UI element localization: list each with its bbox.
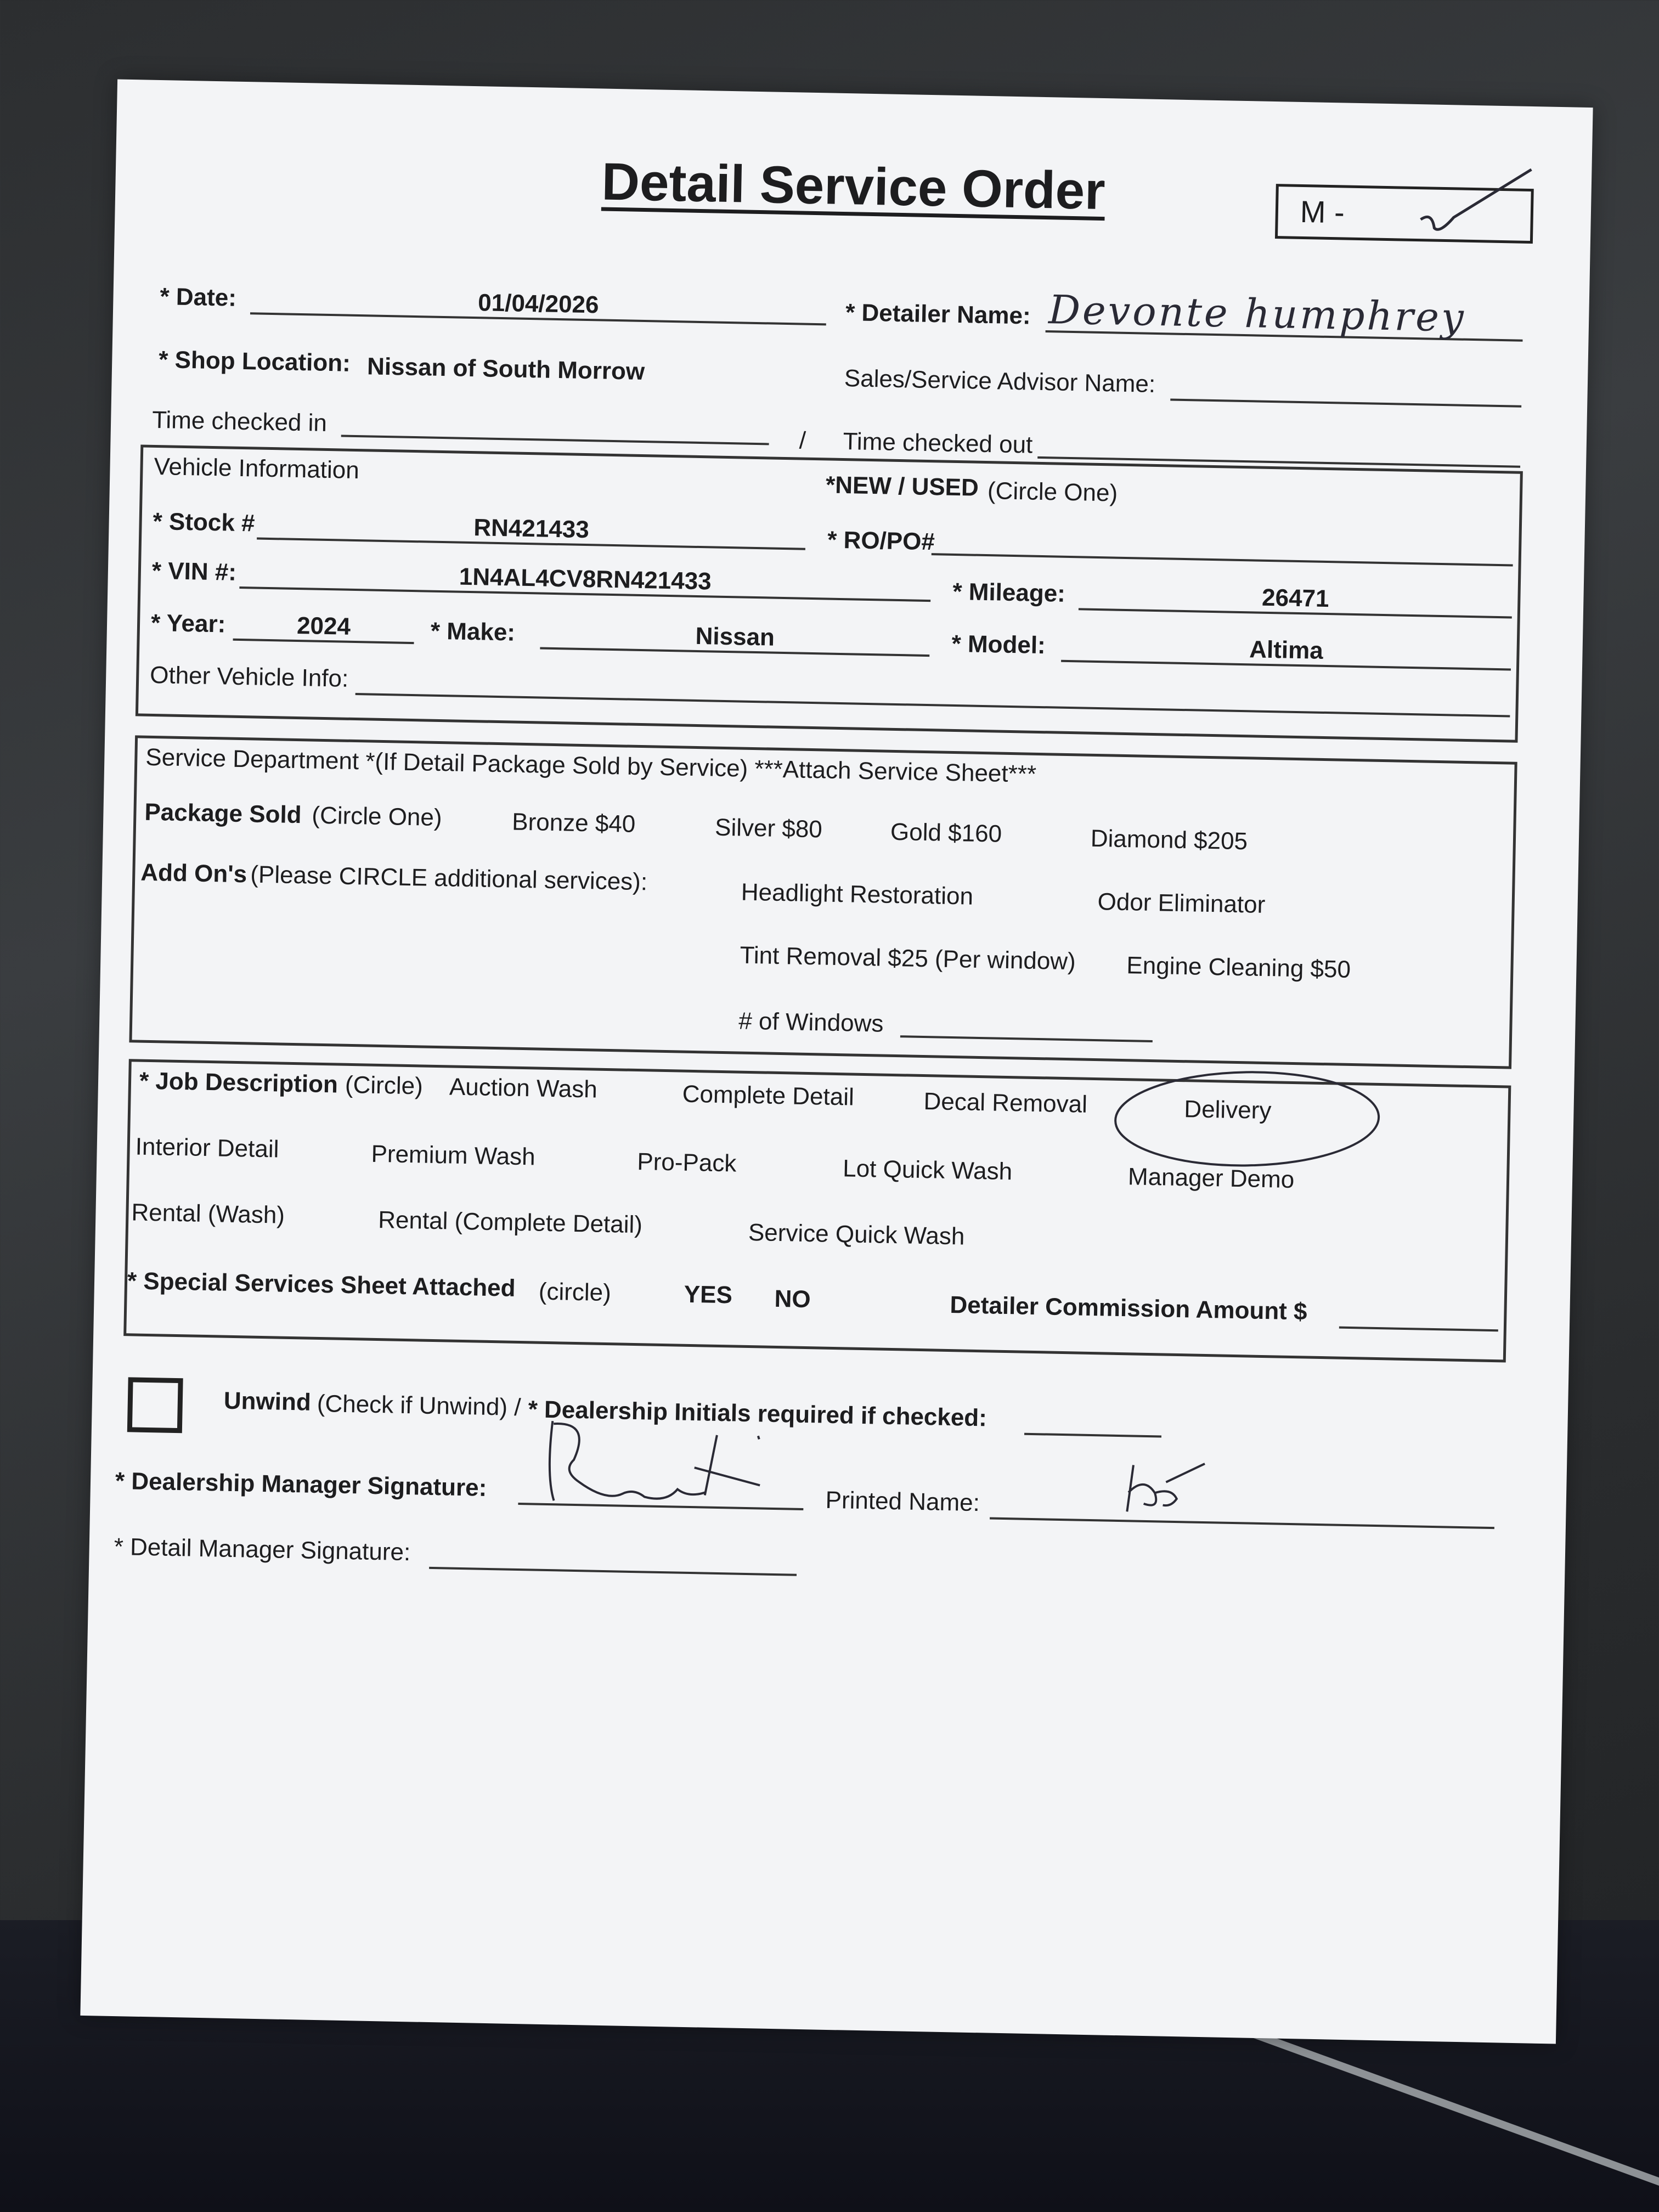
printed-name-initials-mark — [1121, 1459, 1210, 1521]
addons-hint: (Please CIRCLE additional services): — [250, 861, 648, 896]
vin-label: * VIN #: — [151, 557, 237, 586]
shop-location-label: * Shop Location: — [158, 346, 351, 377]
printed-name-label: Printed Name: — [825, 1486, 980, 1517]
special-services-label: * Special Services Sheet Attached — [127, 1267, 516, 1302]
job-service-quick-wash[interactable]: Service Quick Wash — [748, 1218, 965, 1250]
new-used-hint: (Circle One) — [987, 477, 1118, 507]
detail-manager-signature-field[interactable] — [429, 1567, 797, 1576]
windows-label: # of Windows — [738, 1007, 884, 1037]
addon-headlight-restoration[interactable]: Headlight Restoration — [741, 878, 974, 910]
service-order-sheet — [80, 80, 1593, 2044]
mileage-field[interactable]: 26471 — [1261, 584, 1329, 613]
time-in-field[interactable] — [341, 435, 769, 445]
special-services-no[interactable]: NO — [774, 1285, 811, 1313]
job-description-hint: (Circle) — [345, 1071, 424, 1100]
job-complete-detail[interactable]: Complete Detail — [682, 1080, 855, 1111]
initials-label: * Dealership Initials required if checked: — [528, 1396, 988, 1432]
package-sold-label: Package Sold — [144, 798, 302, 829]
checkmark-icon — [1415, 156, 1543, 241]
job-delivery[interactable]: Delivery — [1183, 1096, 1272, 1125]
package-bronze[interactable]: Bronze $40 — [511, 808, 636, 838]
year-label: * Year: — [150, 609, 226, 638]
special-services-yes[interactable]: YES — [684, 1280, 733, 1309]
model-label: * Model: — [951, 630, 1046, 659]
stock-label: * Stock # — [153, 507, 255, 537]
service-dept-header: Service Department *(If Detail Package Sold by Service) ***Attach Service Sheet*** — [145, 743, 1037, 788]
make-label: * Make: — [430, 617, 516, 646]
year-field[interactable]: 2024 — [296, 612, 351, 640]
commission-label: Detailer Commission Amount $ — [950, 1291, 1308, 1325]
time-separator: / — [799, 427, 806, 454]
job-description-label: * Job Description — [139, 1067, 338, 1098]
package-silver[interactable]: Silver $80 — [714, 814, 823, 843]
delivery-circle-mark — [1103, 1061, 1391, 1176]
job-auction-wash[interactable]: Auction Wash — [449, 1073, 598, 1103]
advisor-name-field[interactable] — [1170, 398, 1521, 407]
date-field[interactable]: 01/04/2026 — [477, 289, 599, 319]
m-number-box[interactable] — [1275, 184, 1534, 244]
job-rental-complete-detail[interactable]: Rental (Complete Detail) — [377, 1206, 643, 1239]
vehicle-info-label: Vehicle Information — [154, 453, 360, 484]
addon-tint-removal[interactable]: Tint Removal $25 (Per window) — [740, 941, 1076, 975]
manager-signature-label: * Dealership Manager Signature: — [115, 1467, 487, 1502]
special-services-hint: (circle) — [538, 1278, 612, 1307]
time-out-label: Time checked out — [843, 428, 1033, 459]
initials-field[interactable] — [1024, 1433, 1161, 1438]
unwind-hint: (Check if Unwind) / — [317, 1390, 521, 1421]
other-vehicle-info-label: Other Vehicle Info: — [149, 661, 349, 692]
unwind-label: Unwind — [223, 1387, 312, 1416]
mileage-label: * Mileage: — [952, 578, 1066, 607]
vin-field[interactable]: 1N4AL4CV8RN421433 — [459, 563, 712, 595]
detailer-name-field[interactable]: Devonte humphrey — [1048, 286, 1466, 341]
manager-signature-mark[interactable] — [540, 1410, 772, 1513]
addons-label: Add On's — [140, 859, 247, 888]
m-label: M - — [1300, 194, 1345, 230]
unwind-checkbox[interactable] — [127, 1377, 183, 1433]
package-gold[interactable]: Gold $160 — [890, 818, 1002, 848]
stock-field[interactable]: RN421433 — [473, 514, 590, 544]
time-in-label: Time checked in — [151, 406, 328, 437]
new-used-label[interactable]: *NEW / USED — [825, 471, 979, 501]
model-field[interactable]: Altima — [1249, 636, 1324, 664]
ro-po-label: * RO/PO# — [827, 526, 935, 556]
job-rental-wash[interactable]: Rental (Wash) — [131, 1199, 285, 1229]
addon-engine-cleaning[interactable]: Engine Cleaning $50 — [1126, 952, 1351, 983]
job-premium-wash[interactable]: Premium Wash — [371, 1140, 536, 1171]
job-pro-pack[interactable]: Pro-Pack — [636, 1148, 737, 1177]
addon-odor-eliminator[interactable]: Odor Eliminator — [1097, 888, 1266, 918]
job-manager-demo[interactable]: Manager Demo — [1127, 1163, 1295, 1194]
make-field[interactable]: Nissan — [695, 622, 775, 651]
printed-name-line[interactable] — [990, 1517, 1494, 1530]
detailer-name-label: * Detailer Name: — [845, 299, 1031, 330]
form-title: Detail Service Order — [601, 152, 1106, 221]
package-diamond[interactable]: Diamond $205 — [1090, 825, 1248, 855]
date-label: * Date: — [160, 283, 237, 312]
job-lot-quick-wash[interactable]: Lot Quick Wash — [842, 1155, 1013, 1186]
job-decal-removal[interactable]: Decal Removal — [923, 1088, 1088, 1118]
detail-manager-signature-label: * Detail Manager Signature: — [114, 1533, 411, 1566]
advisor-name-label: Sales/Service Advisor Name: — [844, 365, 1156, 398]
package-sold-hint: (Circle One) — [311, 802, 443, 832]
shop-location-field[interactable]: Nissan of South Morrow — [366, 353, 645, 386]
job-interior-detail[interactable]: Interior Detail — [135, 1133, 279, 1163]
